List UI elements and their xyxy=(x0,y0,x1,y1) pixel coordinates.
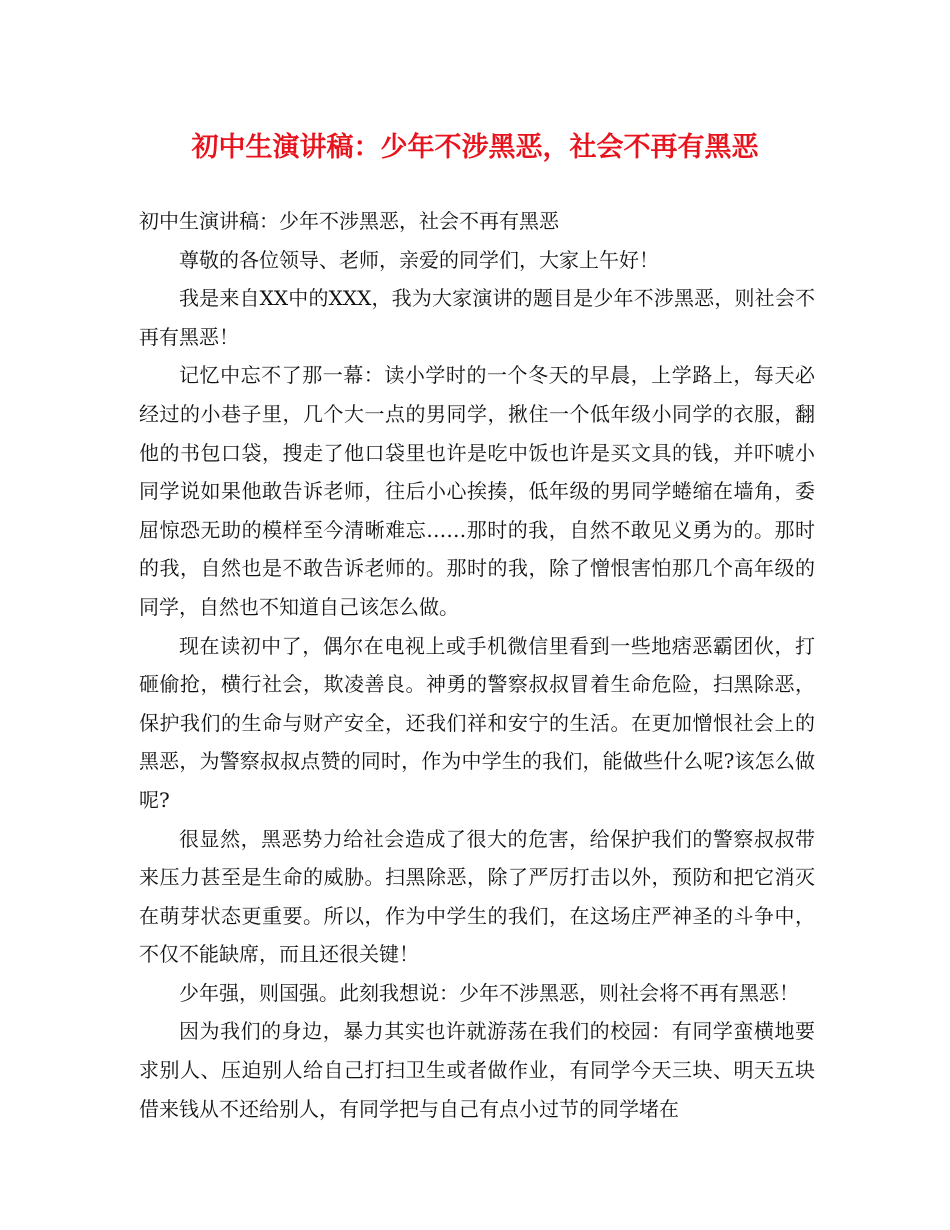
paragraph-campus: 因为我们的身边，暴力其实也许就游荡在我们的校园：有同学蛮横地要求别人、压迫别人给自己打扫卫生或者做作业，有同学今天三块、明天五块借来钱从不还给别人，有同学把与自己有点小过节的同学堵在 xyxy=(139,1019,815,1121)
paragraph-analysis: 很显然，黑恶势力给社会造成了很大的危害，给保护我们的警察叔叔带来压力甚至是生命的威胁。扫黑除恶，除了严厉打击以外，预防和把它消灭在萌芽状态更重要。所以，作为中学生的我们，在这场庄严神圣的斗争中，不仅不能缺席，而且还很关键！ xyxy=(139,826,815,967)
paragraph-greeting: 尊敬的各位领导、老师，亲爱的同学们，大家上午好！ xyxy=(179,247,659,272)
paragraph-introduction: 我是来自XX中的XXX，我为大家演讲的题目是少年不涉黑恶，则社会不再有黑恶！ xyxy=(139,286,815,349)
document-body xyxy=(139,202,815,1128)
paragraph-heading-repeat: 初中生演讲稿：少年不涉黑恶，社会不再有黑恶 xyxy=(139,209,559,233)
paragraph-present: 现在读初中了，偶尔在电视上或手机微信里看到一些地痞恶霸团伙，打砸偷抢，横行社会，欺凌善良。神勇的警察叔叔冒着生命危险，扫黑除恶，保护我们的生命与财产安全，还我们祥和安宁的生活。在更加憎恨社会上的黑恶，为警察叔叔点赞的同时，作为中学生的我们，能做些什么呢?该怎么做呢? xyxy=(139,633,815,812)
paragraph-thesis: 少年强，则国强。此刻我想说：少年不涉黑恶，则社会将不再有黑恶！ xyxy=(179,980,799,1005)
paragraph-memory: 记忆中忘不了那一幕：读小学时的一个冬天的早晨，上学路上，每天必经过的小巷子里，几个大一点的男同学，揪住一个低年级小同学的衣服，翻他的书包口袋，搜走了他口袋里也许是吃中饭也许是买文具的钱，并吓唬小同学说如果他敢告诉老师，往后小心挨揍，低年级的男同学蜷缩在墙角，委屈惊恐无助的模样至今清晰难忘……那时的我，自然不敢见义勇为的。那时的我，自然也是不敢告诉老师的。那时的我，除了憎恨害怕那几个高年级的同学，自然也不知道自己该怎么做。 xyxy=(139,363,815,619)
document-title: 初中生演讲稿：少年不涉黑恶，社会不再有黑恶 xyxy=(191,132,759,163)
